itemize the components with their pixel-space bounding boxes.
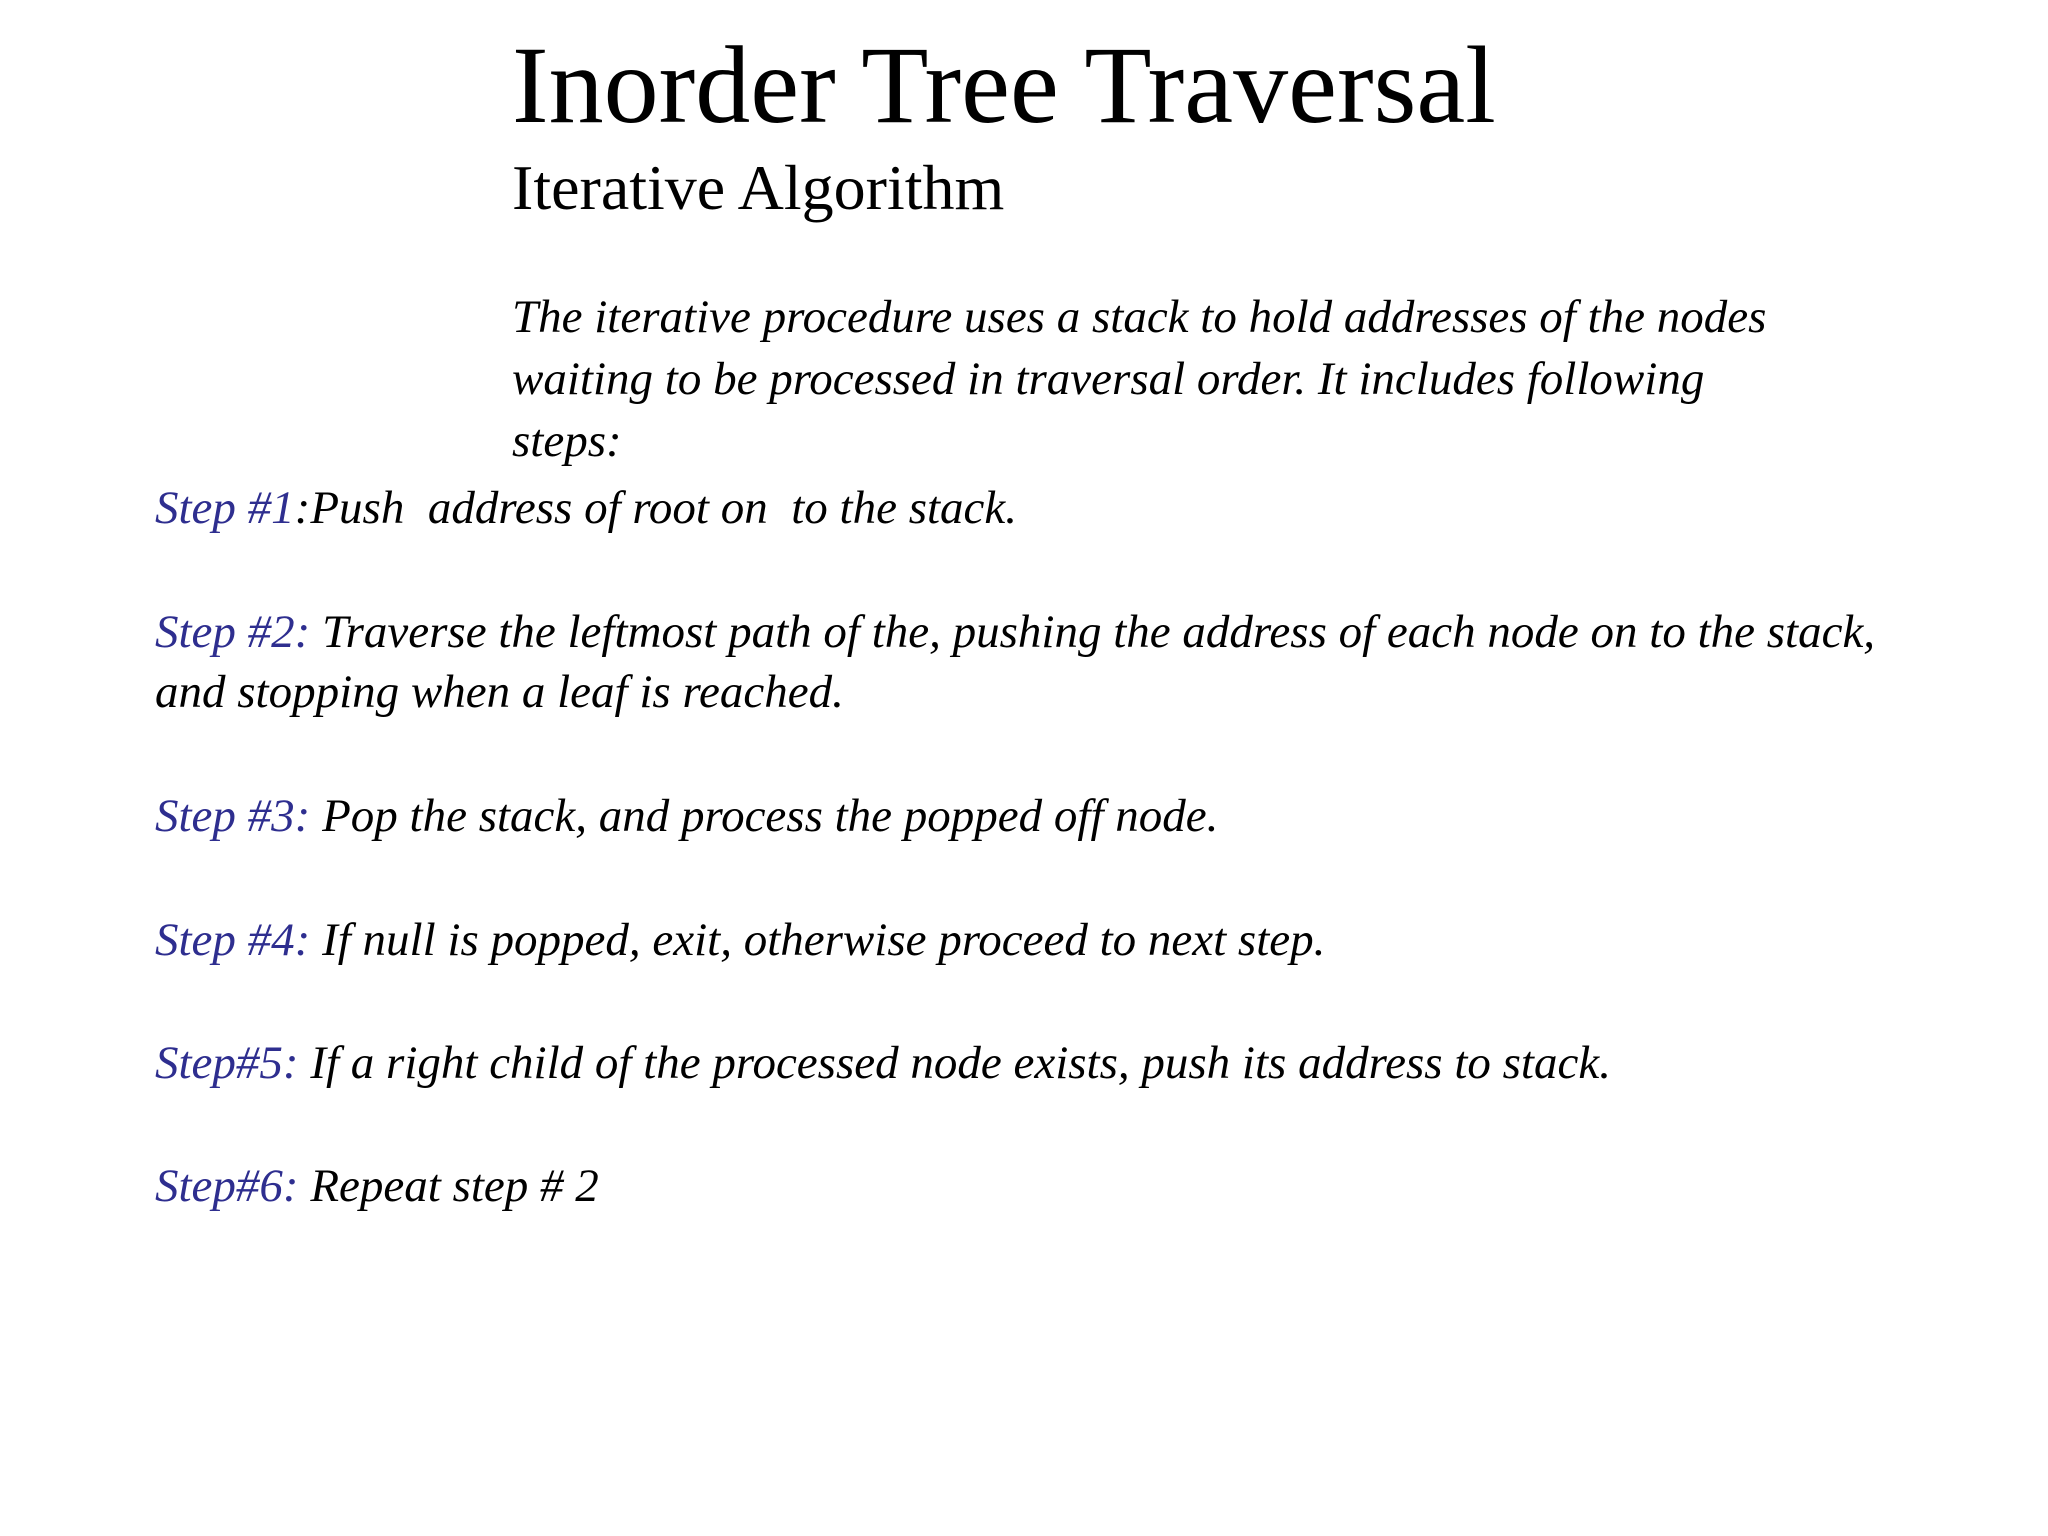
step-3-separator	[310, 790, 322, 842]
step-4-text: If null is popped, exit, otherwise proceed to next step.	[322, 914, 1326, 966]
step-5-separator	[299, 1037, 311, 1089]
step-5	[155, 1033, 1955, 1093]
step-5-label: Step#5:	[155, 1037, 299, 1089]
step-1-separator: :	[294, 482, 311, 534]
step-6-label: Step#6:	[155, 1160, 299, 1212]
step-3-label: Step #3:	[155, 790, 311, 842]
step-4-label: Step #4:	[155, 914, 311, 966]
step-4-separator	[310, 914, 322, 966]
step-6-text: Repeat step # 2	[310, 1160, 599, 1212]
slide-subtitle: Iterative Algorithm	[512, 152, 1005, 223]
step-2	[155, 602, 1955, 722]
step-2-label: Step #2:	[155, 606, 311, 658]
step-1-label: Step #1	[155, 482, 295, 534]
step-1-text: Push address of root on to the stack.	[310, 482, 1018, 534]
intro-paragraph: The iterative procedure uses a stack to hold addresses of the nodes waiting to be processed in traversal order. It includes following steps:	[512, 291, 1767, 467]
step-2-separator	[310, 606, 322, 658]
step-4	[155, 910, 1955, 970]
step-1	[155, 478, 1955, 538]
step-6-separator	[299, 1160, 311, 1212]
step-3	[155, 786, 1955, 846]
step-6	[155, 1156, 1955, 1216]
step-2-text: Traverse the leftmost path of the, pushing the address of each node on to the stack, and stopping when a leaf is reached.	[155, 606, 1876, 718]
step-3-text: Pop the stack, and process the popped off node.	[322, 790, 1219, 842]
slide-title: Inorder Tree Traversal	[512, 24, 1496, 146]
step-5-text: If a right child of the processed node exists, push its address to stack.	[310, 1037, 1611, 1089]
